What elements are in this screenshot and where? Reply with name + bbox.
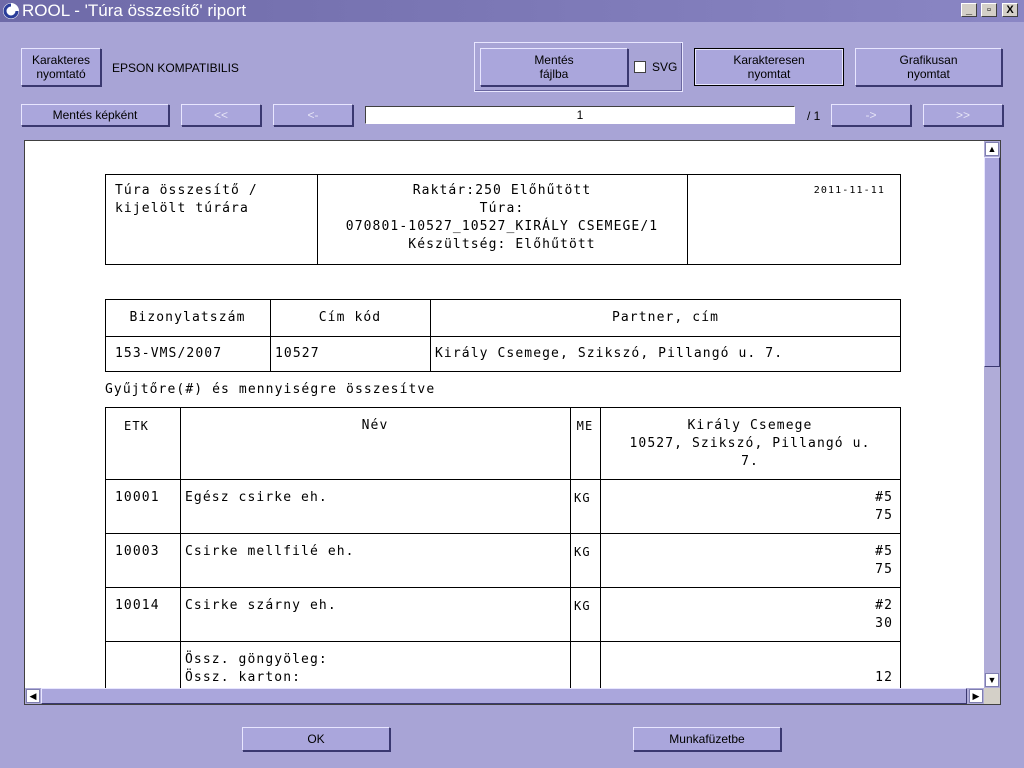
svg-checkbox[interactable] bbox=[634, 61, 646, 73]
page-number-field[interactable]: 1 bbox=[365, 106, 795, 124]
table-row-qty: #5 75 bbox=[875, 544, 893, 577]
col-header-doc-number: Bizonylatszám bbox=[129, 310, 246, 325]
divider bbox=[105, 641, 901, 642]
title-bar bbox=[0, 0, 1024, 22]
table-row-qty: #2 30 bbox=[875, 598, 893, 631]
window-title: ROOL - 'Túra összesítő' riport bbox=[22, 1, 247, 20]
col-header-partner-qty: Király Csemege 10527, Szikszó, Pillangó u. 7. bbox=[629, 418, 871, 469]
report-date: 2011-11-11 bbox=[813, 185, 885, 196]
table-row-name: Csirke szárny eh. bbox=[185, 598, 337, 613]
report-viewport[interactable] bbox=[24, 140, 1001, 705]
divider bbox=[180, 407, 181, 705]
table-row-name: Csirke mellfilé eh. bbox=[185, 544, 355, 559]
divider bbox=[570, 407, 571, 705]
prev-page-button[interactable]: <- bbox=[273, 104, 353, 126]
scroll-left-arrow-icon[interactable]: ◀ bbox=[26, 689, 40, 703]
col-header-name: Név bbox=[361, 418, 389, 433]
divider bbox=[105, 479, 901, 480]
col-header-unit: ME bbox=[576, 419, 594, 433]
divider bbox=[105, 533, 901, 534]
totals-qty: 12 bbox=[875, 670, 893, 685]
address-code-cell: 10527 bbox=[275, 346, 320, 361]
col-header-partner: Partner, cím bbox=[611, 310, 720, 325]
doc-number-cell: 153-VMS/2007 bbox=[115, 346, 223, 361]
page-total-label: / 1 bbox=[807, 109, 821, 123]
divider bbox=[105, 587, 901, 588]
scroll-right-arrow-icon[interactable]: ▶ bbox=[969, 689, 983, 703]
report-title: Túra összesítő / kijelölt túrára bbox=[115, 183, 258, 216]
divider bbox=[105, 336, 901, 337]
col-header-address-code: Cím kód bbox=[318, 310, 382, 325]
scroll-corner bbox=[984, 688, 1000, 704]
section-title: Gyűjtőre(#) és mennyiségre összesítve bbox=[105, 382, 436, 397]
first-page-button[interactable]: << bbox=[181, 104, 261, 126]
horizontal-scroll-thumb[interactable] bbox=[41, 688, 967, 704]
svg-checkbox-label: SVG bbox=[652, 60, 678, 74]
close-button[interactable]: X bbox=[1002, 3, 1018, 17]
table-row-unit: KG bbox=[574, 599, 591, 613]
vertical-scroll-thumb[interactable] bbox=[984, 157, 1000, 367]
last-page-button[interactable]: >> bbox=[923, 104, 1003, 126]
partner-cell: Király Csemege, Szikszó, Pillangó u. 7. bbox=[435, 346, 784, 361]
save-to-file-button[interactable]: Mentés fájlba bbox=[480, 48, 628, 86]
print-char-button[interactable]: Karakteresen nyomtat bbox=[694, 48, 844, 86]
app-logo-icon bbox=[2, 2, 20, 20]
totals-labels: Össz. göngyöleg: Össz. karton: bbox=[185, 652, 328, 685]
report-info: Raktár:250 Előhűtött Túra: 070801-10527_10527_KIRÁLY CSEMEGE/1 Készültség: Előhűtött bbox=[345, 183, 659, 252]
minimize-button[interactable]: _ bbox=[961, 3, 977, 17]
table-row-unit: KG bbox=[574, 545, 591, 559]
col-header-etk: ETK bbox=[124, 419, 149, 433]
next-page-button[interactable]: -> bbox=[831, 104, 911, 126]
horizontal-scrollbar[interactable] bbox=[25, 688, 984, 704]
print-graphic-button[interactable]: Grafikusan nyomtat bbox=[855, 48, 1002, 86]
scroll-up-arrow-icon[interactable]: ▲ bbox=[985, 142, 999, 156]
table-row-etk: 10003 bbox=[115, 544, 160, 559]
scroll-down-arrow-icon[interactable]: ▼ bbox=[985, 673, 999, 687]
ok-button[interactable]: OK bbox=[242, 727, 390, 751]
printer-name-label: EPSON KOMPATIBILIS bbox=[112, 61, 239, 75]
vertical-scrollbar[interactable] bbox=[984, 141, 1000, 688]
workbook-button[interactable]: Munkafüzetbe bbox=[633, 727, 781, 751]
table-row-unit: KG bbox=[574, 491, 591, 505]
table-row-etk: 10014 bbox=[115, 598, 160, 613]
char-printer-button[interactable]: Karakteres nyomtató bbox=[21, 48, 101, 86]
restore-button[interactable]: ▫ bbox=[981, 3, 997, 17]
table-row-name: Egész csirke eh. bbox=[185, 490, 328, 505]
save-image-button[interactable]: Mentés képként bbox=[21, 104, 169, 126]
table-row-qty: #5 75 bbox=[875, 490, 893, 523]
table-row-etk: 10001 bbox=[115, 490, 160, 505]
